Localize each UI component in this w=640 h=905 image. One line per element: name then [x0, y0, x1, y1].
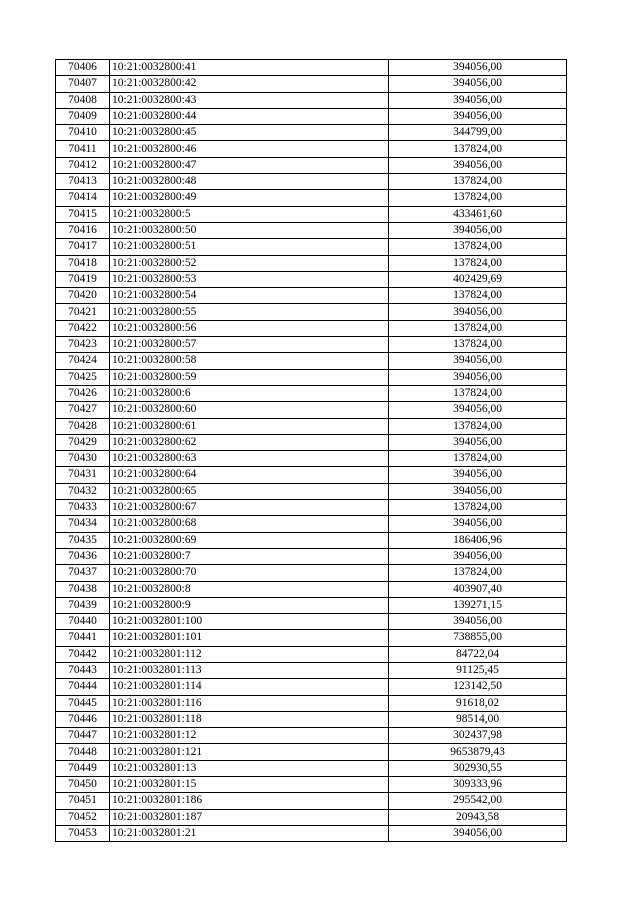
table-row [56, 548, 567, 564]
table-row [56, 190, 567, 206]
cadastral-number-cell: 10:21:0032800:69 [110, 532, 389, 548]
amount-cell: 123142,50 [389, 679, 567, 695]
amount-cell: 137824,00 [389, 565, 567, 581]
amount-cell: 344799,00 [389, 125, 567, 141]
row-number-cell: 70439 [56, 597, 110, 613]
amount-cell: 137824,00 [389, 239, 567, 255]
amount-cell: 91125,45 [389, 662, 567, 678]
row-number-cell: 70433 [56, 500, 110, 516]
cadastral-number-cell: 10:21:0032801:121 [110, 744, 389, 760]
amount-cell: 137824,00 [389, 337, 567, 353]
cadastral-number-cell: 10:21:0032800:41 [110, 60, 389, 76]
amount-cell: 402429,69 [389, 271, 567, 287]
row-number-cell: 70438 [56, 581, 110, 597]
row-number-cell: 70411 [56, 141, 110, 157]
table-row [56, 809, 567, 825]
amount-cell: 137824,00 [389, 255, 567, 271]
row-number-cell: 70410 [56, 125, 110, 141]
amount-cell: 309333,96 [389, 777, 567, 793]
amount-cell: 137824,00 [389, 190, 567, 206]
amount-cell: 738855,00 [389, 630, 567, 646]
table-row [56, 451, 567, 467]
table-row [56, 76, 567, 92]
cadastral-number-cell: 10:21:0032801:15 [110, 777, 389, 793]
table-body [56, 60, 567, 842]
amount-cell: 137824,00 [389, 288, 567, 304]
cadastral-number-cell: 10:21:0032801:13 [110, 760, 389, 776]
table-row [56, 288, 567, 304]
cadastral-number-cell: 10:21:0032800:58 [110, 353, 389, 369]
row-number-cell: 70437 [56, 565, 110, 581]
cadastral-number-cell: 10:21:0032800:46 [110, 141, 389, 157]
cadastral-number-cell: 10:21:0032800:67 [110, 500, 389, 516]
cadastral-number-cell: 10:21:0032800:55 [110, 304, 389, 320]
row-number-cell: 70432 [56, 483, 110, 499]
row-number-cell: 70418 [56, 255, 110, 271]
table-row [56, 353, 567, 369]
row-number-cell: 70452 [56, 809, 110, 825]
cadastral-number-cell: 10:21:0032801:118 [110, 711, 389, 727]
cadastral-number-cell: 10:21:0032800:59 [110, 369, 389, 385]
amount-cell: 137824,00 [389, 320, 567, 336]
table-row [56, 337, 567, 353]
cadastral-number-cell: 10:21:0032800:57 [110, 337, 389, 353]
table-row [56, 239, 567, 255]
table-row [56, 565, 567, 581]
row-number-cell: 70441 [56, 630, 110, 646]
row-number-cell: 70442 [56, 646, 110, 662]
table-row [56, 157, 567, 173]
table-row [56, 320, 567, 336]
table-row [56, 108, 567, 124]
table-row [56, 679, 567, 695]
row-number-cell: 70436 [56, 548, 110, 564]
row-number-cell: 70428 [56, 418, 110, 434]
row-number-cell: 70419 [56, 271, 110, 287]
data-table [55, 59, 567, 842]
cadastral-number-cell: 10:21:0032801:187 [110, 809, 389, 825]
cadastral-number-cell: 10:21:0032800:53 [110, 271, 389, 287]
row-number-cell: 70430 [56, 451, 110, 467]
row-number-cell: 70447 [56, 728, 110, 744]
row-number-cell: 70444 [56, 679, 110, 695]
cadastral-number-cell: 10:21:0032800:44 [110, 108, 389, 124]
amount-cell: 137824,00 [389, 500, 567, 516]
table-row [56, 255, 567, 271]
amount-cell: 98514,00 [389, 711, 567, 727]
cadastral-number-cell: 10:21:0032800:60 [110, 402, 389, 418]
row-number-cell: 70440 [56, 614, 110, 630]
row-number-cell: 70415 [56, 206, 110, 222]
table-row [56, 825, 567, 841]
table-row [56, 597, 567, 613]
row-number-cell: 70448 [56, 744, 110, 760]
cadastral-number-cell: 10:21:0032800:64 [110, 467, 389, 483]
table-row [56, 125, 567, 141]
row-number-cell: 70420 [56, 288, 110, 304]
amount-cell: 394056,00 [389, 548, 567, 564]
cadastral-number-cell: 10:21:0032800:62 [110, 434, 389, 450]
amount-cell: 394056,00 [389, 353, 567, 369]
cadastral-number-cell: 10:21:0032800:45 [110, 125, 389, 141]
row-number-cell: 70427 [56, 402, 110, 418]
cadastral-number-cell: 10:21:0032801:116 [110, 695, 389, 711]
row-number-cell: 70414 [56, 190, 110, 206]
amount-cell: 137824,00 [389, 141, 567, 157]
cadastral-number-cell: 10:21:0032800:68 [110, 516, 389, 532]
row-number-cell: 70426 [56, 385, 110, 401]
row-number-cell: 70435 [56, 532, 110, 548]
table-row [56, 581, 567, 597]
cadastral-number-cell: 10:21:0032801:114 [110, 679, 389, 695]
cadastral-number-cell: 10:21:0032801:112 [110, 646, 389, 662]
amount-cell: 394056,00 [389, 157, 567, 173]
row-number-cell: 70421 [56, 304, 110, 320]
cadastral-number-cell: 10:21:0032800:7 [110, 548, 389, 564]
row-number-cell: 70425 [56, 369, 110, 385]
amount-cell: 394056,00 [389, 467, 567, 483]
amount-cell: 394056,00 [389, 402, 567, 418]
amount-cell: 394056,00 [389, 222, 567, 238]
cadastral-number-cell: 10:21:0032800:8 [110, 581, 389, 597]
row-number-cell: 70429 [56, 434, 110, 450]
row-number-cell: 70451 [56, 793, 110, 809]
row-number-cell: 70431 [56, 467, 110, 483]
table-row [56, 385, 567, 401]
row-number-cell: 70446 [56, 711, 110, 727]
amount-cell: 394056,00 [389, 108, 567, 124]
amount-cell: 91618,02 [389, 695, 567, 711]
row-number-cell: 70453 [56, 825, 110, 841]
table-row [56, 60, 567, 76]
table-row [56, 434, 567, 450]
amount-cell: 403907,40 [389, 581, 567, 597]
row-number-cell: 70417 [56, 239, 110, 255]
amount-cell: 137824,00 [389, 385, 567, 401]
table-row [56, 206, 567, 222]
row-number-cell: 70416 [56, 222, 110, 238]
amount-cell: 394056,00 [389, 60, 567, 76]
row-number-cell: 70424 [56, 353, 110, 369]
cadastral-number-cell: 10:21:0032800:61 [110, 418, 389, 434]
amount-cell: 84722,04 [389, 646, 567, 662]
amount-cell: 394056,00 [389, 516, 567, 532]
table-row [56, 304, 567, 320]
cadastral-number-cell: 10:21:0032800:70 [110, 565, 389, 581]
amount-cell: 139271,15 [389, 597, 567, 613]
amount-cell: 433461,60 [389, 206, 567, 222]
table-row [56, 418, 567, 434]
amount-cell: 137824,00 [389, 174, 567, 190]
cadastral-number-cell: 10:21:0032800:43 [110, 92, 389, 108]
table-row [56, 646, 567, 662]
cadastral-number-cell: 10:21:0032800:47 [110, 157, 389, 173]
table-row [56, 793, 567, 809]
table-row [56, 369, 567, 385]
table-row [56, 271, 567, 287]
row-number-cell: 70409 [56, 108, 110, 124]
table-row [56, 777, 567, 793]
row-number-cell: 70443 [56, 662, 110, 678]
amount-cell: 137824,00 [389, 418, 567, 434]
amount-cell: 137824,00 [389, 451, 567, 467]
table-row [56, 744, 567, 760]
cadastral-number-cell: 10:21:0032800:50 [110, 222, 389, 238]
table-row [56, 630, 567, 646]
table-row [56, 532, 567, 548]
amount-cell: 394056,00 [389, 304, 567, 320]
table-row [56, 728, 567, 744]
row-number-cell: 70413 [56, 174, 110, 190]
cadastral-number-cell: 10:21:0032801:113 [110, 662, 389, 678]
amount-cell: 9653879,43 [389, 744, 567, 760]
row-number-cell: 70434 [56, 516, 110, 532]
cadastral-number-cell: 10:21:0032800:51 [110, 239, 389, 255]
table-row [56, 174, 567, 190]
cadastral-number-cell: 10:21:0032801:21 [110, 825, 389, 841]
row-number-cell: 70412 [56, 157, 110, 173]
cadastral-number-cell: 10:21:0032800:54 [110, 288, 389, 304]
cadastral-number-cell: 10:21:0032800:63 [110, 451, 389, 467]
table-row [56, 483, 567, 499]
table-row [56, 695, 567, 711]
amount-cell: 394056,00 [389, 92, 567, 108]
cadastral-number-cell: 10:21:0032800:56 [110, 320, 389, 336]
table-row [56, 760, 567, 776]
row-number-cell: 70408 [56, 92, 110, 108]
row-number-cell: 70423 [56, 337, 110, 353]
cadastral-number-cell: 10:21:0032800:48 [110, 174, 389, 190]
amount-cell: 394056,00 [389, 614, 567, 630]
table-row [56, 467, 567, 483]
table-row [56, 711, 567, 727]
row-number-cell: 70450 [56, 777, 110, 793]
table-row [56, 614, 567, 630]
amount-cell: 186406,96 [389, 532, 567, 548]
table-row [56, 662, 567, 678]
cadastral-number-cell: 10:21:0032800:65 [110, 483, 389, 499]
amount-cell: 302437,98 [389, 728, 567, 744]
amount-cell: 394056,00 [389, 434, 567, 450]
amount-cell: 394056,00 [389, 483, 567, 499]
cadastral-number-cell: 10:21:0032801:12 [110, 728, 389, 744]
row-number-cell: 70422 [56, 320, 110, 336]
amount-cell: 394056,00 [389, 76, 567, 92]
table-row [56, 402, 567, 418]
amount-cell: 394056,00 [389, 369, 567, 385]
table-row [56, 222, 567, 238]
table-row [56, 516, 567, 532]
amount-cell: 302930,55 [389, 760, 567, 776]
cadastral-number-cell: 10:21:0032801:101 [110, 630, 389, 646]
cadastral-number-cell: 10:21:0032800:42 [110, 76, 389, 92]
cadastral-number-cell: 10:21:0032800:52 [110, 255, 389, 271]
table-row [56, 141, 567, 157]
table-row [56, 500, 567, 516]
cadastral-number-cell: 10:21:0032800:9 [110, 597, 389, 613]
amount-cell: 20943,58 [389, 809, 567, 825]
row-number-cell: 70407 [56, 76, 110, 92]
cadastral-number-cell: 10:21:0032800:5 [110, 206, 389, 222]
row-number-cell: 70449 [56, 760, 110, 776]
amount-cell: 394056,00 [389, 825, 567, 841]
cadastral-number-cell: 10:21:0032801:100 [110, 614, 389, 630]
cadastral-number-cell: 10:21:0032800:6 [110, 385, 389, 401]
cadastral-number-cell: 10:21:0032801:186 [110, 793, 389, 809]
row-number-cell: 70406 [56, 60, 110, 76]
table-row [56, 92, 567, 108]
cadastral-number-cell: 10:21:0032800:49 [110, 190, 389, 206]
amount-cell: 295542,00 [389, 793, 567, 809]
row-number-cell: 70445 [56, 695, 110, 711]
